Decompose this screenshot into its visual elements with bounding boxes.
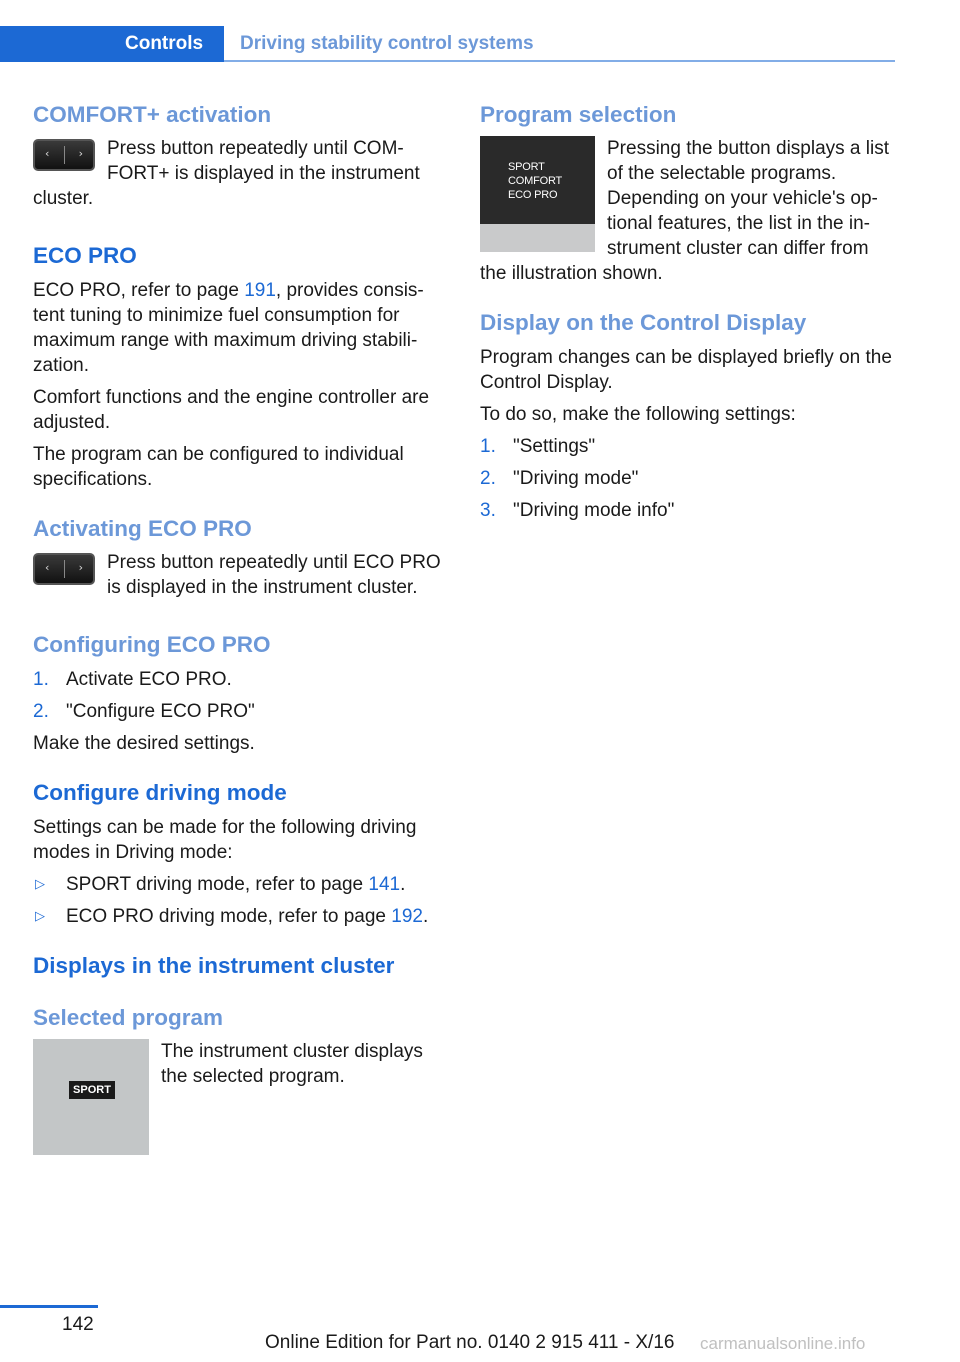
step-text: Activate ECO PRO. bbox=[66, 669, 232, 690]
list-item: 3. "Driving mode info" bbox=[480, 500, 675, 521]
activating-heading: Activating ECO PRO bbox=[33, 516, 252, 541]
control-p2: To do so, make the following settings: bbox=[480, 404, 796, 425]
list-item: 1. "Settings" bbox=[480, 436, 596, 457]
selected-program-text: The instrument cluster displays the selected program. bbox=[161, 1041, 423, 1087]
section-title[interactable]: Driving stability control systems bbox=[240, 33, 534, 54]
page-link-191[interactable]: 191 bbox=[244, 280, 276, 301]
program-ecopro: ECO PRO bbox=[508, 189, 558, 201]
configuring-heading: Configuring ECO PRO bbox=[33, 632, 271, 657]
step-text: "Configure ECO PRO" bbox=[66, 701, 255, 722]
list-item: 2. "Driving mode" bbox=[480, 468, 639, 489]
instrument-cluster-image bbox=[33, 1039, 149, 1155]
list-item bbox=[33, 872, 445, 897]
step-text: "Driving mode" bbox=[513, 468, 639, 489]
configuring-after: Make the desired settings. bbox=[33, 733, 255, 754]
ecopro-p1-text: ECO PRO, refer to page bbox=[33, 280, 245, 301]
bullet-text-end: . bbox=[422, 906, 429, 927]
bullet-text: SPORT driving mode, refer to page bbox=[66, 874, 369, 895]
displays-heading: Displays in the instrument cluster bbox=[33, 953, 395, 978]
list-item: 2. "Configure ECO PRO" bbox=[33, 701, 255, 722]
control-p1: Program changes can be displayed briefly on the Control Display. bbox=[480, 347, 892, 393]
activating-text: Press button repeatedly until ECO PRO is displayed in the instrument cluster. bbox=[107, 552, 441, 598]
header-rule bbox=[224, 60, 895, 62]
step-text: "Settings" bbox=[513, 436, 596, 457]
selected-program-heading: Selected program bbox=[33, 1005, 224, 1030]
activating-figure-row bbox=[33, 550, 445, 600]
program-text: Pressing the button displays a list of the selectable programs. Depending on your vehicle's op‐tional features, the list in the in‐strument cluster can differ from the illustration shown. bbox=[480, 138, 889, 284]
chapter-tab[interactable]: Controls bbox=[0, 26, 224, 62]
rocker-button-icon: ‹ › bbox=[33, 139, 95, 171]
page-header bbox=[0, 26, 895, 62]
drivingmode-bullets bbox=[33, 872, 445, 929]
ecopro-paragraph-3: The program can be configured to individual specifications. bbox=[33, 444, 404, 490]
left-column bbox=[33, 100, 445, 1155]
comfort-figure-row bbox=[33, 136, 445, 211]
edition-text: Online Edition for Part no. 0140 2 915 411 - X/16 bbox=[265, 1332, 675, 1353]
configuring-steps bbox=[33, 667, 445, 724]
triangle-bullet-icon: ▷ bbox=[35, 909, 45, 924]
program-heading: Program selection bbox=[480, 102, 677, 127]
rocker-button-icon: ‹ › bbox=[33, 553, 95, 585]
sport-badge: SPORT bbox=[69, 1081, 115, 1099]
drivingmode-text: Settings can be made for the following driving modes in Driving mode: bbox=[33, 817, 417, 863]
selected-program-row bbox=[33, 1039, 445, 1155]
ecopro-paragraph-2: Comfort functions and the engine controller are adjusted. bbox=[33, 387, 430, 433]
step-text: "Driving mode info" bbox=[513, 500, 675, 521]
page-link-141[interactable]: 141 bbox=[368, 874, 401, 895]
watermark: carmanualsonline.info bbox=[700, 1334, 866, 1353]
ecopro-heading: ECO PRO bbox=[33, 243, 137, 268]
program-sport: SPORT bbox=[508, 161, 545, 173]
page-link-192[interactable]: 192 bbox=[391, 906, 423, 927]
drivingmode-heading: Configure driving mode bbox=[33, 780, 287, 805]
program-comfort: COMFORT bbox=[508, 175, 563, 187]
ecopro-paragraph-1 bbox=[33, 278, 445, 378]
comfort-heading: COMFORT+ activation bbox=[33, 102, 272, 127]
triangle-bullet-icon: ▷ bbox=[35, 877, 45, 892]
control-display-heading: Display on the Control Display bbox=[480, 310, 807, 335]
comfort-text: Press button repeatedly until COM‐FORT+ is displayed in the instrument cluster. bbox=[33, 138, 420, 209]
program-list bbox=[508, 160, 562, 202]
bullet-text-end: . bbox=[400, 874, 406, 895]
footer-rule bbox=[0, 1305, 98, 1308]
program-list-image bbox=[480, 136, 595, 252]
page-number: 142 bbox=[62, 1314, 94, 1335]
list-item: 1. Activate ECO PRO. bbox=[33, 669, 232, 690]
bullet-text: ECO PRO driving mode, refer to page bbox=[66, 906, 392, 927]
control-steps bbox=[480, 434, 895, 523]
ecopro-p1-text-end: , provides consis‐tent tuning to minimize fuel consumption for maximum range with maximum driving stabili‐zation. bbox=[33, 280, 424, 376]
right-column bbox=[480, 100, 895, 523]
list-item bbox=[33, 904, 445, 929]
program-figure-row bbox=[480, 136, 895, 286]
